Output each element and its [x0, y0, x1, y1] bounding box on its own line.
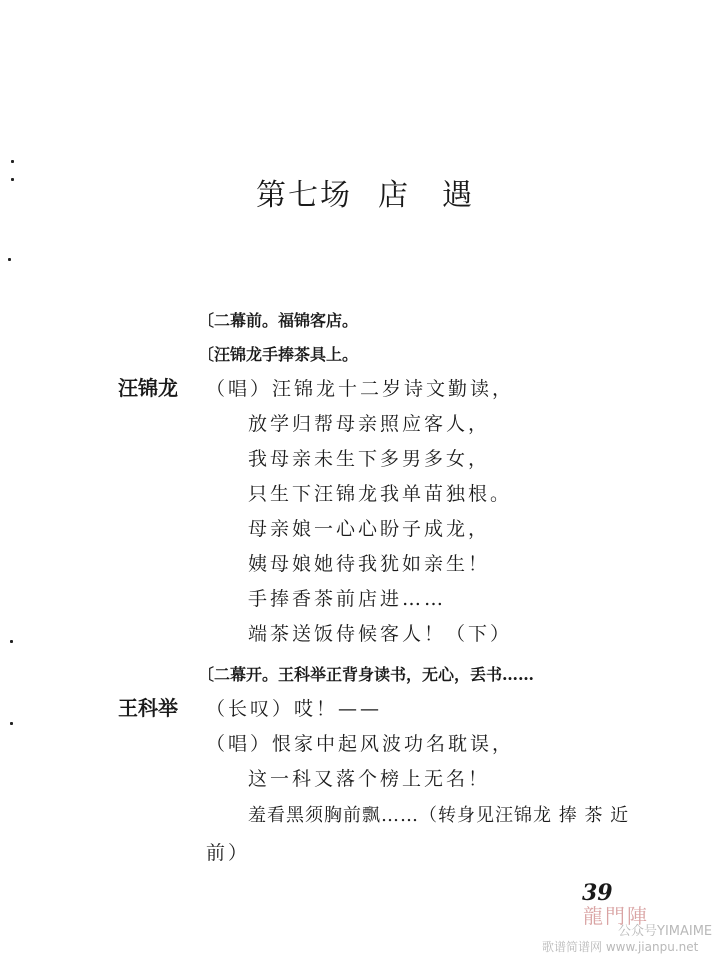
sung-line: 端茶送饭侍候客人！（下）	[248, 623, 513, 645]
sung-line: 羞看黑须胸前飘……（转身见汪锦龙 捧 茶 近	[248, 805, 630, 826]
watermark-url: 歌谱简谱网 www.jianpu.net	[542, 940, 699, 954]
sung-line: 母亲娘一心心盼子成龙，	[248, 518, 491, 540]
speaker-name: 王科举	[118, 696, 178, 720]
watermark-site: 公众号YIMAIME	[618, 924, 712, 939]
stage-direction: 〔汪锦龙手捧茶具上。	[198, 345, 359, 364]
spoken-line: （长叹）哎！——	[206, 698, 383, 720]
sung-line: （唱）汪锦龙十二岁诗文勤读，	[206, 378, 515, 400]
stage-direction: 〔二幕前。福锦客店。	[198, 311, 359, 330]
sung-line: 我母亲未生下多男多女，	[248, 448, 491, 470]
stage-direction: 〔二幕开。王科举正背身读书，无心，丢书……	[198, 665, 535, 684]
watermark-logo: 龍門陣	[583, 904, 649, 928]
sung-line: 这一科又落个榜上无名！	[248, 768, 491, 790]
speaker-name: 汪锦龙	[118, 376, 178, 400]
page-number: 39	[582, 880, 613, 906]
sung-line: 放学归帮母亲照应客人，	[248, 413, 491, 435]
scene-number: 第七场	[256, 178, 352, 213]
scene-name: 店 遇	[378, 178, 474, 213]
margin-dot	[11, 160, 14, 163]
sung-line: 姨母娘她待我犹如亲生！	[248, 553, 491, 575]
sung-line: 前）	[206, 842, 251, 864]
sung-line: （唱）恨家中起风波功名耽误，	[206, 733, 515, 755]
margin-dot	[8, 258, 11, 261]
margin-dot	[11, 178, 14, 181]
margin-dot	[10, 722, 13, 725]
sung-line: 手捧香茶前店进……	[248, 588, 447, 610]
sung-line: 只生下汪锦龙我单苗独根。	[248, 483, 513, 505]
margin-dot	[10, 640, 13, 643]
scene-title	[256, 170, 474, 214]
